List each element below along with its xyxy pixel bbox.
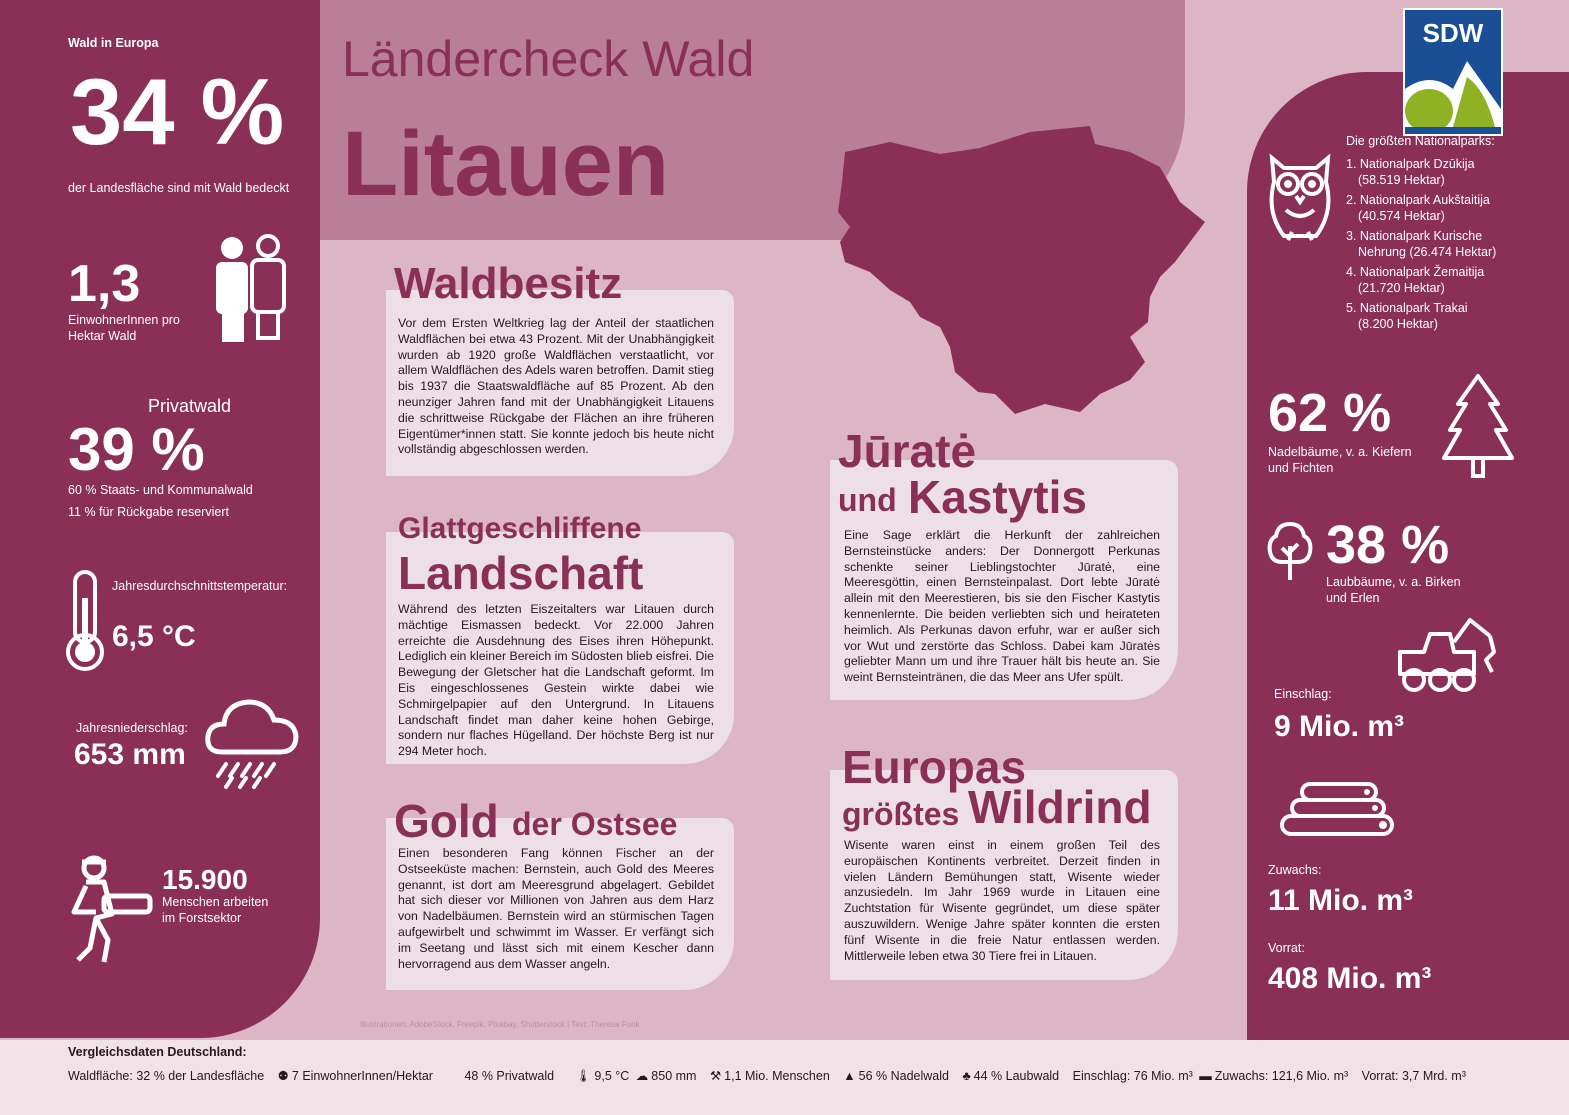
wildrind-heading-2: größtes: [842, 796, 960, 832]
page-subtitle: Ländercheck Wald: [342, 31, 755, 87]
wildrind-text: Wisente waren einst in einem großen Teil des europäischen Kontinents verbreitet. Derzeit finden in vielen Ländern Bemühungen statt, Wisente wieder anzusiedeln. Im Jahr 1969 wurde in Litauen eine Zuchtstation für Wisente gegründet, um diese später auszuwildern. Wenige Jahre später konnten die ersten fünf Wisente in die freie Natur entlassen werden. Mittlerweile leben etwa 30 Tiere frei in Litauen.: [844, 838, 1160, 963]
footer-growth: Zuwachs: 121,6 Mio. m³: [1214, 1069, 1349, 1083]
footer-rain-icon: ☁: [635, 1069, 649, 1083]
workers-value: 15.900: [162, 864, 248, 895]
growth-value: 11 Mio. m³: [1268, 884, 1414, 917]
park-item: 1. Nationalpark Dzūkija (58.519 Hektar): [1346, 157, 1475, 187]
stock-value: 408 Mio. m³: [1268, 962, 1432, 995]
precipitation-label: Jahresniederschlag:: [76, 721, 188, 735]
park-item: 2. Nationalpark Aukštaitija (40.574 Hektar): [1346, 193, 1490, 223]
park-item: 5. Nationalpark Trakai (8.200 Hektar): [1346, 301, 1468, 331]
footer-deciduous-icon: ♣: [962, 1069, 971, 1083]
logo-text: SDW: [1422, 18, 1484, 48]
footer-harvest: Einschlag: 76 Mio. m³: [1072, 1069, 1193, 1083]
harvest-label: Einschlag:: [1274, 687, 1332, 701]
footer-title: Vergleichsdaten Deutschland:: [68, 1045, 247, 1059]
parks-title: Die größten Nationalparks:: [1346, 134, 1495, 148]
gold-heading-1: Gold: [394, 795, 499, 847]
wildrind-heading-3: Wildrind: [968, 781, 1152, 833]
footer-workers: 1,1 Mio. Menschen: [724, 1069, 830, 1083]
gold-heading-2: der Ostsee: [512, 806, 678, 842]
parks-list: [1346, 156, 1546, 332]
landschaft-heading-2: Landschaft: [398, 547, 644, 599]
private-forest-label: Privatwald: [148, 396, 232, 416]
stock-label: Vorrat:: [1268, 941, 1305, 955]
harvester-icon: [1394, 612, 1504, 696]
rain-cloud-icon: [202, 690, 302, 790]
temperature-value: 6,5 °C: [112, 620, 196, 653]
jurate-heading-1: Jūratė: [838, 425, 977, 477]
restitution-text: 11 % für Rückgabe reserviert: [68, 505, 229, 519]
forest-percent: 34 %: [70, 59, 285, 164]
forest-europe-label: Wald in Europa: [68, 36, 159, 50]
logo-trees-icon: [1405, 49, 1501, 127]
jurate-heading-3: Kastytis: [908, 471, 1087, 523]
footer-stats: [68, 1068, 1476, 1084]
footer-people-icon: ⚉: [277, 1069, 289, 1083]
conifer-caption: Nadelbäume, v. a. Kiefern und Fichten: [1268, 445, 1412, 475]
precipitation-value: 653 mm: [74, 738, 186, 771]
deciduous-tree-icon: [1266, 520, 1314, 582]
private-forest-percent: 39 %: [68, 416, 205, 483]
jurate-heading-2: und: [838, 482, 897, 518]
footer-rain: 850 mm: [651, 1069, 697, 1083]
waldbesitz-heading: Waldbesitz: [394, 259, 623, 308]
landschaft-heading-1: Glattgeschliffene: [398, 512, 642, 545]
footer-private: 48 % Privatwald: [464, 1069, 555, 1083]
growth-label: Zuwachs:: [1268, 863, 1322, 877]
jurate-text: Eine Sage erklärt die Herkunft der zahlreichen Bernsteinstücke anders: Der Donnergott Perkunas schenkte seiner Lieblingstochter Jūratė, eine Meeresgöttin, einen Bernsteinpalast. Dort lebte Jūratė allein mit den Meerestieren, bis sie den Fischer Kastytis kennenlernte. Die beiden verliebten sich und heirateten heimlich. Als Perkunas davon erfuhr, war er außer sich vor Wut und zerstörte das Schloss. Dabei kam Jūratės geliebter Mann um und ihre Trauer hält bis heute an. Sie weint Bernsteintränen, die das Meer ans Ufer spült.: [844, 528, 1160, 685]
landschaft-text: Während des letzten Eiszeitalters war Litauen durch mächtige Eismassen bedeckt. Vor 22.000 Jahren erreichte die Ausdehnung des Eises ihren Höhepunkt. Lediglich ein kleiner Bereich im Südosten blieb eisfrei. Die Bewegung der Gletscher hat die Landschaft geformt. Im Eis eingeschlossenes Gestein wirkte dabei wie Schmirgelpapier auf den Untergrund. In Litauens Landschaft findet man daher keine hohen Gebirge, sondern nur flaches Hügelland. Der höchste Berg ist nur 294 Meter hoch.: [398, 602, 714, 759]
conifer-percent: 62 %: [1268, 383, 1392, 443]
state-forest-text: 60 % Staats- und Kommunalwald: [68, 483, 253, 497]
gold-text: Einen besonderen Fang können Fischer an der Ostseeküste machen: Bernstein, auch Gold des Meeres genannt, ist dort am Meeresgrund abgelagert. Gebildet hat sich dieser vor Millionen von Jahren aus dem Harz von Nadelbäumen. Bernstein wird an stürmischen Tagen aufgewirbelt und schwimmt im Wasser. Er verfängt sich im Seetang und lässt sich mit einem Kescher dann hervorragend aus dem Wasser angeln.: [398, 846, 714, 971]
waldbesitz-text: Vor dem Ersten Weltkrieg lag der Anteil der staatlichen Waldflächen bei etwa 43 Prozent. Mit der Unabhängigkeit wurden ab 1920 große Waldflächen verstaatlicht, vor allem Waldflächen des Adels waren betroffen. Damit stieg bis 1937 die Staatswaldfläche auf 85 Prozent. Ab den neunziger Jahren fand mit der Unabhängigkeit Litauens die schrittweise Rückgabe der Flächen an ihre früheren Eigentümer*innen statt. Sie konnte jedoch bis heute nicht vollständig abgeschlossen werden.: [398, 316, 714, 457]
footer-thermometer-icon: 🌡: [575, 1069, 592, 1083]
footer-broadleaf: 44 % Laubwald: [973, 1069, 1060, 1083]
park-item: 3. Nationalpark Kurische Nehrung (26.474 Hektar): [1346, 229, 1497, 259]
owl-icon: [1264, 152, 1336, 244]
footer-density: 7 EinwohnerInnen/Hektar: [291, 1069, 433, 1083]
image-credits: Illustrationen: AdobeStock, Freepik, Pixabay, Shutterstock | Text: Theresa Funk: [360, 1020, 640, 1029]
broadleaf-caption: Laubbäume, v. a. Birken und Erlen: [1326, 575, 1461, 605]
forest-worker-icon: [56, 852, 156, 966]
forest-caption: der Landesfläche sind mit Wald bedeckt: [68, 181, 290, 195]
card-waldbesitz: [386, 290, 734, 476]
logs-icon: [1278, 780, 1398, 838]
footer-stock: Vorrat: 3,7 Mrd. m³: [1361, 1069, 1466, 1083]
temperature-label: Jahresdurchschnittstemperatur:: [112, 579, 288, 593]
harvest-value: 9 Mio. m³: [1274, 710, 1405, 743]
broadleaf-percent: 38 %: [1326, 515, 1450, 575]
workers-caption: Menschen arbeiten im Forstsektor: [162, 895, 269, 925]
wildrind-heading-1: Europas: [842, 741, 1027, 793]
page-title: Litauen: [342, 113, 670, 215]
sdw-logo: [1403, 8, 1503, 136]
conifer-tree-icon: [1440, 372, 1516, 480]
density-caption: EinwohnerInnen pro Hektar Wald: [68, 313, 180, 343]
footer-conifer: 56 % Nadelwald: [858, 1069, 949, 1083]
park-item: 4. Nationalpark Žemaitija (21.720 Hektar): [1346, 265, 1485, 295]
people-icon: [212, 234, 292, 344]
thermometer-icon: [64, 568, 106, 674]
footer-worker-icon: ⚒: [709, 1069, 722, 1083]
footer-forest: Waldfläche: 32 % der Landesfläche: [68, 1069, 265, 1083]
density-value: 1,3: [68, 255, 141, 313]
footer-logs-icon: ▬: [1199, 1069, 1212, 1083]
footer-temp: 9,5 °C: [594, 1069, 630, 1083]
footer-conifer-icon: ▲: [843, 1069, 856, 1083]
lithuania-map-icon: [830, 122, 1210, 422]
